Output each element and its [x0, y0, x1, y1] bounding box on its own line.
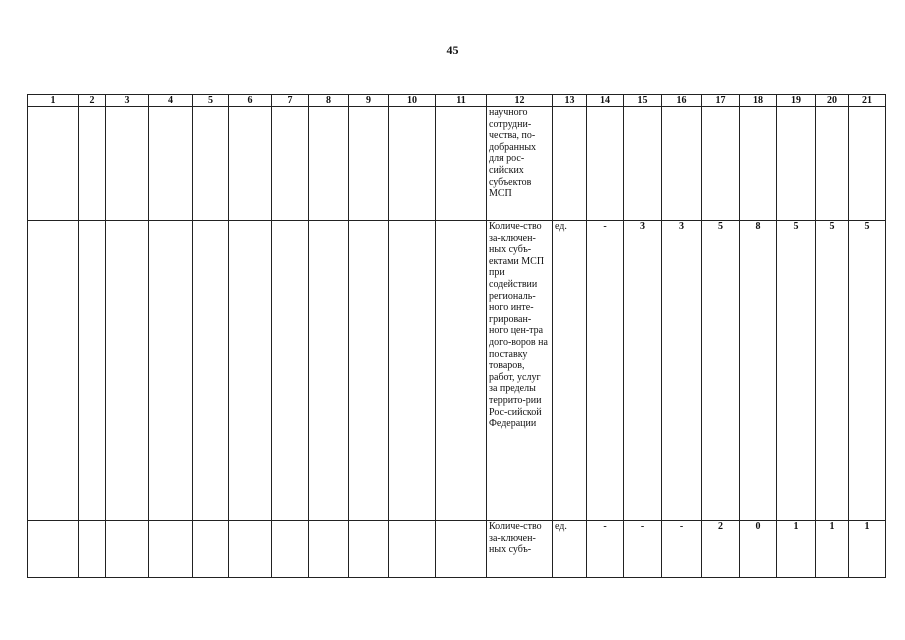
- empty-cell: [389, 221, 436, 521]
- value-cell: [624, 107, 662, 221]
- empty-cell: [106, 221, 149, 521]
- value-cell: 5: [702, 221, 740, 521]
- value-cell: 3: [624, 221, 662, 521]
- table-row: [28, 107, 886, 221]
- empty-cell: [436, 521, 487, 578]
- empty-cell: [149, 521, 193, 578]
- empty-cell: [389, 107, 436, 221]
- column-header: 20: [816, 95, 849, 107]
- column-header: 9: [349, 95, 389, 107]
- value-cell: 3: [662, 221, 702, 521]
- value-cell: -: [587, 521, 624, 578]
- column-header: 13: [553, 95, 587, 107]
- column-header: 16: [662, 95, 702, 107]
- value-cell: [816, 107, 849, 221]
- empty-cell: [193, 521, 229, 578]
- column-header: 11: [436, 95, 487, 107]
- empty-cell: [106, 521, 149, 578]
- value-cell: 5: [816, 221, 849, 521]
- value-cell: 1: [816, 521, 849, 578]
- value-cell: 1: [849, 521, 886, 578]
- value-cell: 5: [849, 221, 886, 521]
- empty-cell: [389, 521, 436, 578]
- indicator-description: Количе-ство за-ключен-ных субъ-: [487, 521, 553, 578]
- empty-cell: [436, 221, 487, 521]
- empty-cell: [193, 107, 229, 221]
- empty-cell: [229, 221, 272, 521]
- column-header: 1: [28, 95, 79, 107]
- table-row: [28, 521, 886, 578]
- empty-cell: [229, 107, 272, 221]
- column-header: 3: [106, 95, 149, 107]
- indicator-description: научного сотрудни-чества, по-добранных для рос-сийских субъектов МСП: [487, 107, 553, 221]
- value-cell: [587, 107, 624, 221]
- value-cell: [740, 107, 777, 221]
- empty-cell: [79, 221, 106, 521]
- data-table: [27, 94, 886, 578]
- indicator-description: Количе-ство за-ключен-ных субъ-ектами МСП при содействии региональ-ного инте-грирован-ного цен-тра дого-воров на поставку товаров, работ, услуг за пределы террито-рии Рос-сийской Федерации: [487, 221, 553, 521]
- empty-cell: [79, 521, 106, 578]
- empty-cell: [149, 107, 193, 221]
- column-header: 18: [740, 95, 777, 107]
- empty-cell: [149, 221, 193, 521]
- empty-cell: [28, 221, 79, 521]
- column-header: 2: [79, 95, 106, 107]
- empty-cell: [349, 107, 389, 221]
- empty-cell: [349, 221, 389, 521]
- value-cell: [777, 107, 816, 221]
- column-header: 10: [389, 95, 436, 107]
- empty-cell: [229, 521, 272, 578]
- empty-cell: [28, 107, 79, 221]
- value-cell: [702, 107, 740, 221]
- column-header: 4: [149, 95, 193, 107]
- page-number: 45: [446, 43, 459, 57]
- empty-cell: [309, 107, 349, 221]
- column-header: 8: [309, 95, 349, 107]
- empty-cell: [309, 521, 349, 578]
- column-header: 12: [487, 95, 553, 107]
- value-cell: 2: [702, 521, 740, 578]
- value-cell: 1: [777, 521, 816, 578]
- empty-cell: [79, 107, 106, 221]
- value-cell: 0: [740, 521, 777, 578]
- value-cell: [662, 107, 702, 221]
- unit-cell: [553, 107, 587, 221]
- empty-cell: [272, 107, 309, 221]
- table-row: [28, 221, 886, 521]
- empty-cell: [106, 107, 149, 221]
- empty-cell: [349, 521, 389, 578]
- empty-cell: [193, 221, 229, 521]
- empty-cell: [28, 521, 79, 578]
- unit-cell: ед.: [553, 221, 587, 521]
- column-header: 14: [587, 95, 624, 107]
- column-header: 6: [229, 95, 272, 107]
- header-row: [28, 95, 886, 107]
- empty-cell: [272, 221, 309, 521]
- value-cell: 8: [740, 221, 777, 521]
- value-cell: -: [624, 521, 662, 578]
- column-header: 7: [272, 95, 309, 107]
- column-header: 21: [849, 95, 886, 107]
- column-header: 15: [624, 95, 662, 107]
- column-header: 17: [702, 95, 740, 107]
- empty-cell: [309, 221, 349, 521]
- column-header: 5: [193, 95, 229, 107]
- unit-cell: ед.: [553, 521, 587, 578]
- value-cell: 5: [777, 221, 816, 521]
- column-header: 19: [777, 95, 816, 107]
- value-cell: -: [587, 221, 624, 521]
- empty-cell: [436, 107, 487, 221]
- value-cell: [849, 107, 886, 221]
- value-cell: -: [662, 521, 702, 578]
- empty-cell: [272, 521, 309, 578]
